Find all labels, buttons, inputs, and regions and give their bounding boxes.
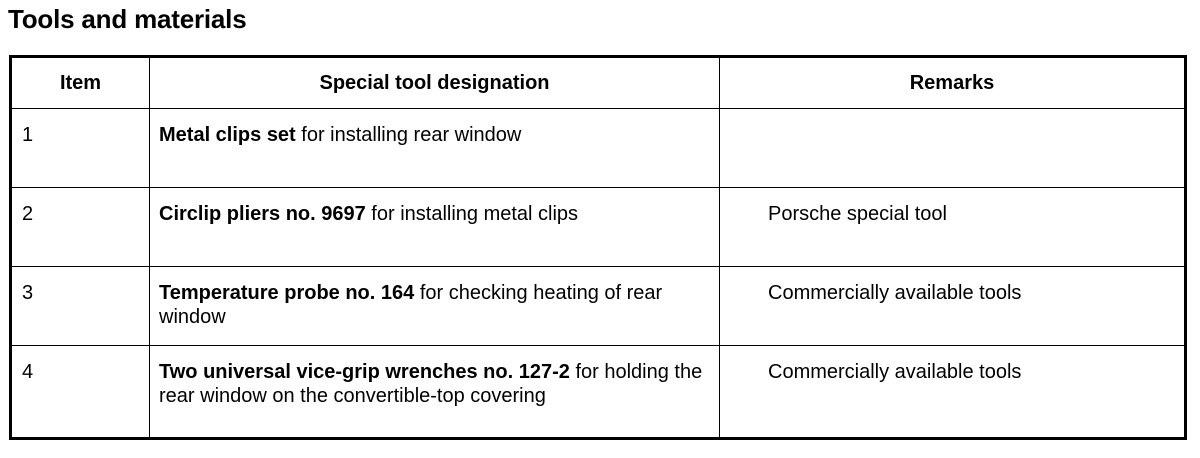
tool-name: Two universal vice-grip wrenches no. 127-2 bbox=[159, 361, 570, 383]
table-row bbox=[11, 109, 1186, 188]
column-header-item: Item bbox=[11, 57, 150, 109]
tool-purpose: for checking heating of rear window bbox=[159, 282, 663, 328]
tool-purpose: for installing metal clips bbox=[365, 203, 579, 225]
page-title: Tools and materials bbox=[8, 4, 247, 34]
designation-cell bbox=[150, 267, 720, 346]
designation-cell bbox=[150, 109, 720, 188]
table-row bbox=[11, 346, 1186, 439]
table-row bbox=[11, 188, 1186, 267]
tool-name: Temperature probe no. 164 bbox=[159, 282, 415, 304]
tool-name: Metal clips set bbox=[159, 124, 296, 146]
designation-cell bbox=[150, 346, 720, 439]
remarks-cell: Commercially available tools bbox=[720, 346, 1186, 439]
tool-purpose: for installing rear window bbox=[295, 124, 522, 146]
table-header-row bbox=[11, 57, 1186, 109]
remarks-cell bbox=[720, 109, 1186, 188]
tools-table bbox=[9, 55, 1187, 440]
item-number: 2 bbox=[11, 188, 150, 267]
tool-name: Circlip pliers no. 9697 bbox=[159, 203, 366, 225]
item-number: 1 bbox=[11, 109, 150, 188]
column-header-remarks: Remarks bbox=[720, 57, 1186, 109]
remarks-cell: Commercially available tools bbox=[720, 267, 1186, 346]
designation-cell bbox=[150, 188, 720, 267]
column-header-designation: Special tool designation bbox=[150, 57, 720, 109]
item-number: 4 bbox=[11, 346, 150, 439]
item-number: 3 bbox=[11, 267, 150, 346]
remarks-cell: Porsche special tool bbox=[720, 188, 1186, 267]
tool-purpose: for holding the rear window on the convertible-top covering bbox=[159, 361, 703, 407]
table-row bbox=[11, 267, 1186, 346]
